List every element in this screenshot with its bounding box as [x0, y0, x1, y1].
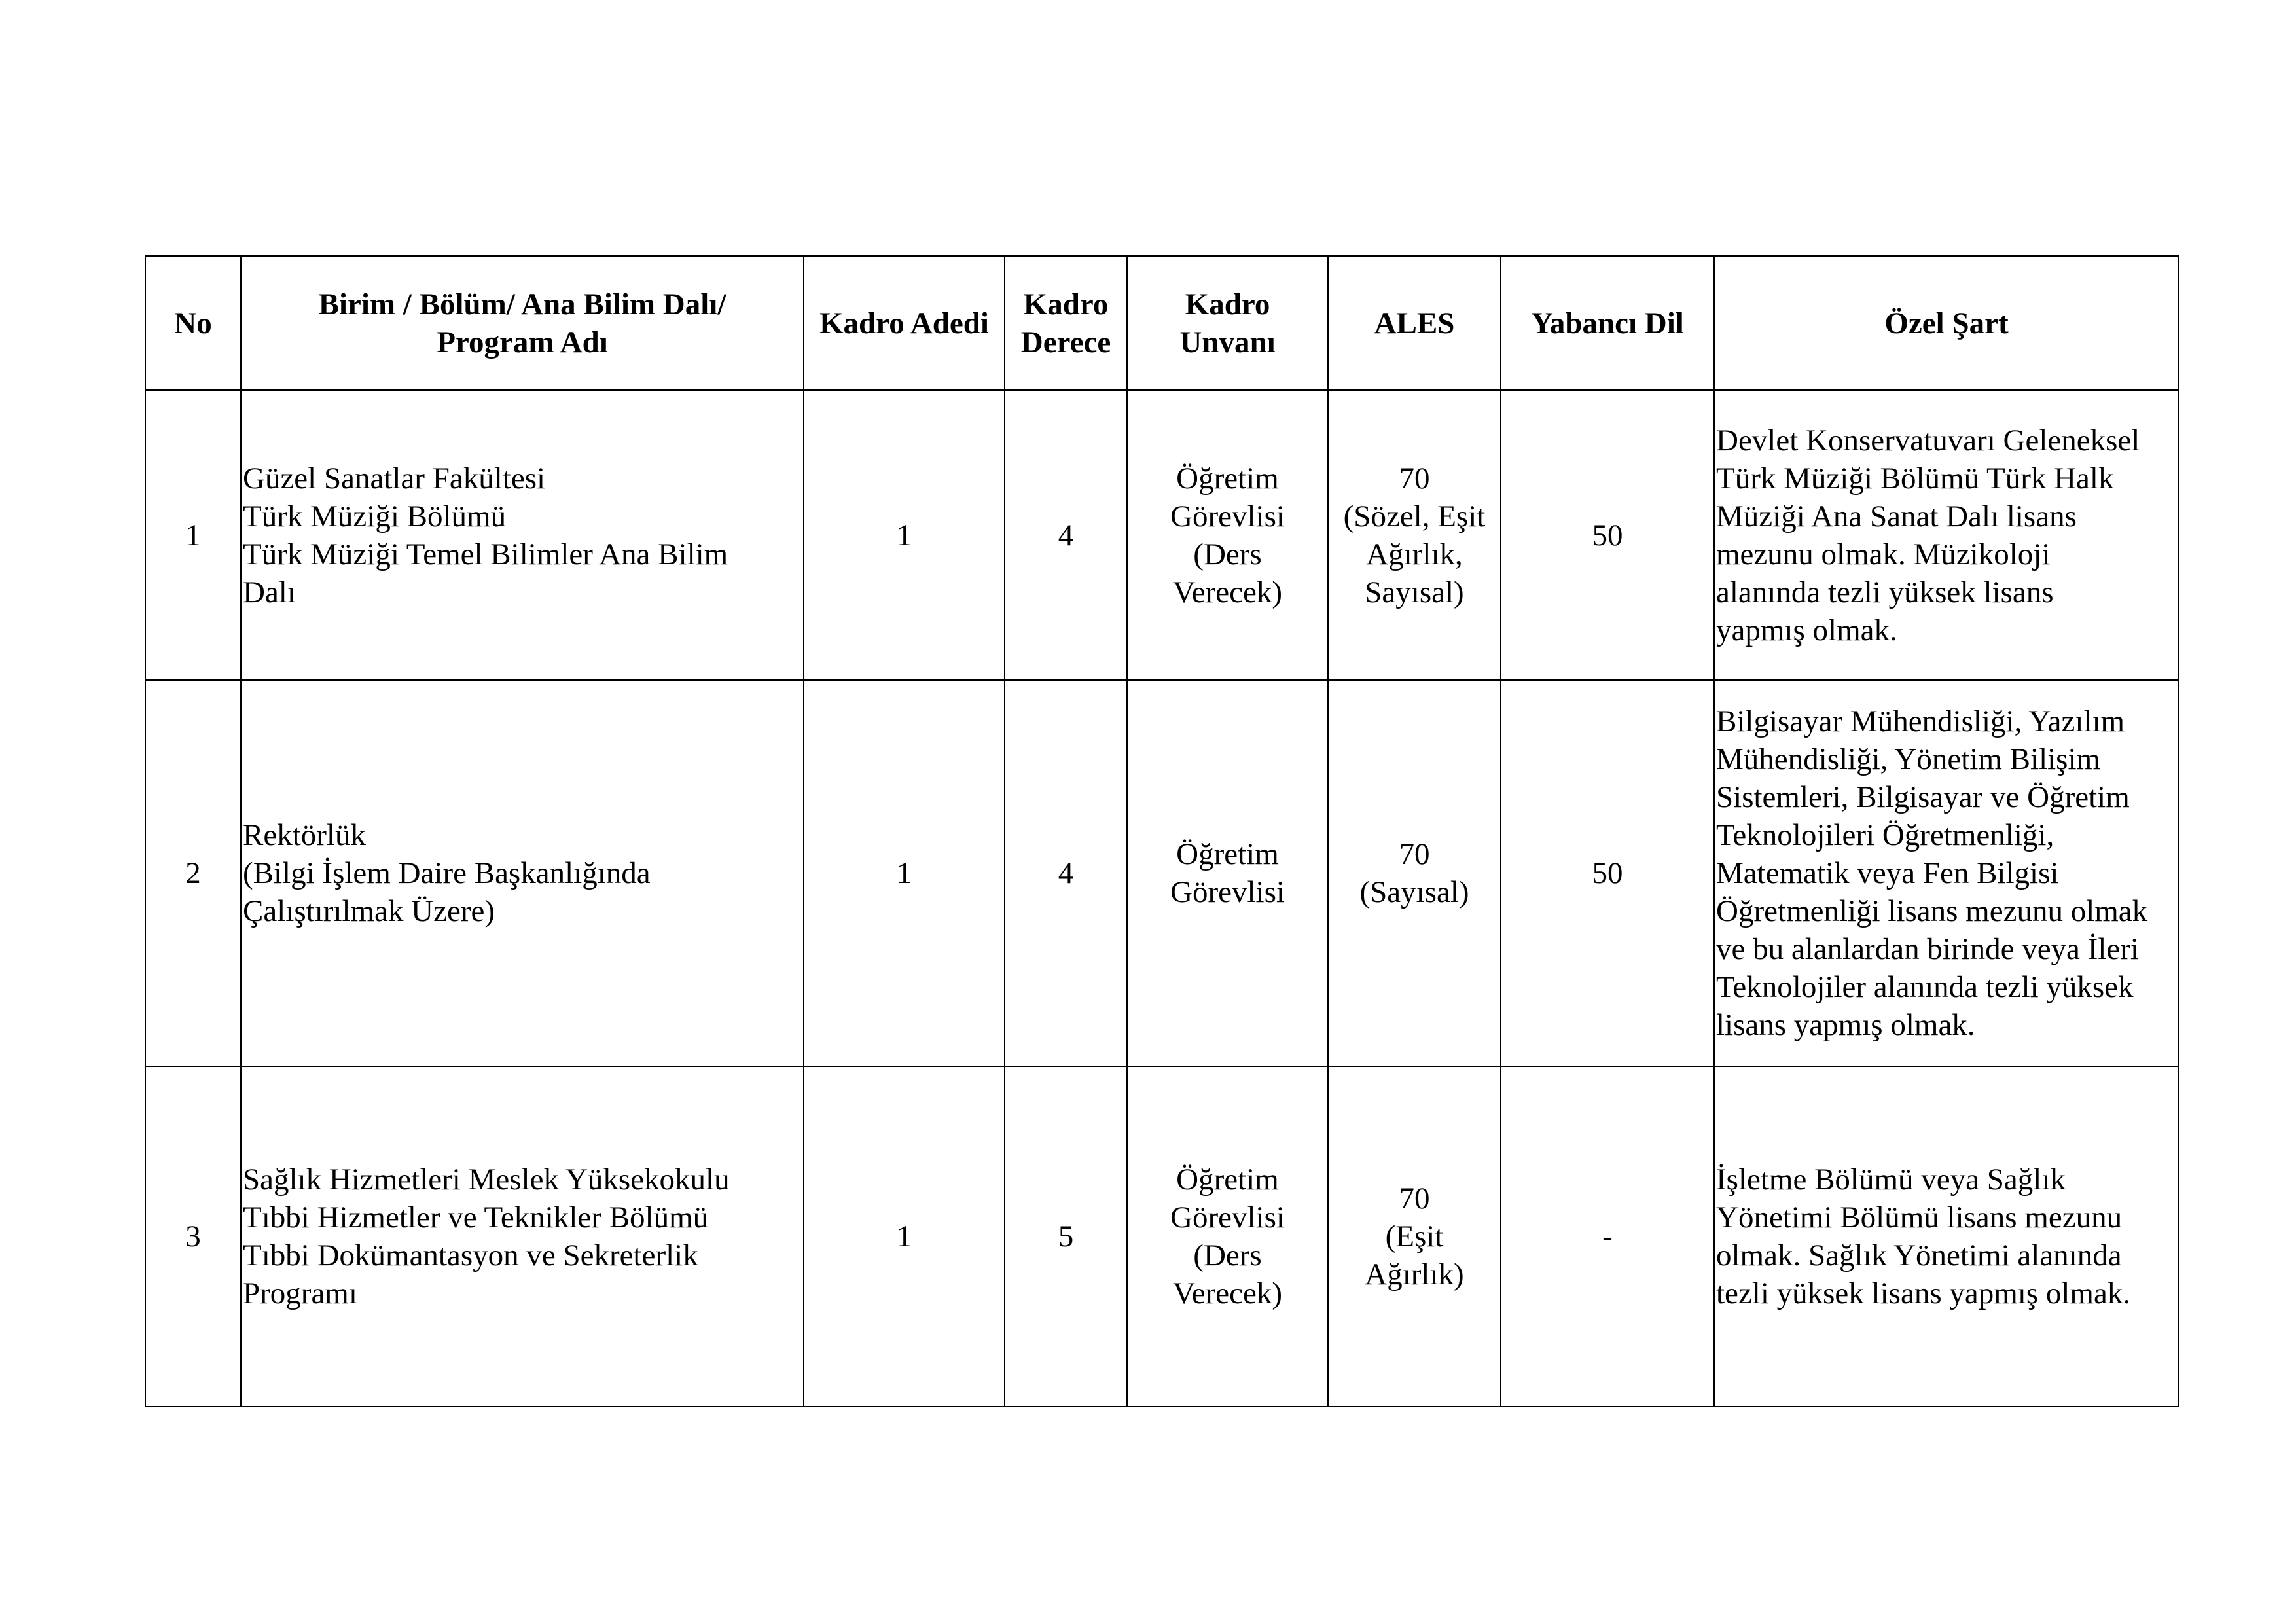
cell-language: -	[1501, 1066, 1714, 1407]
table-header-row	[145, 256, 2179, 390]
cell-degree: 5	[1005, 1066, 1127, 1407]
cell-degree: 4	[1005, 390, 1127, 680]
cell-special: Devlet Konservatuvarı Geleneksel Türk Müziği Bölümü Türk Halk Müziği Ana Sanat Dalı lisans mezunu olmak. Müzikoloji alanında tezli yüksek lisans yapmış olmak.	[1714, 390, 2179, 680]
cell-count: 1	[804, 390, 1005, 680]
staff-positions-table	[145, 255, 2179, 1407]
cell-language: 50	[1501, 390, 1714, 680]
cell-title: Öğretim Görevlisi (Ders Verecek)	[1127, 390, 1328, 680]
cell-title: Öğretim Görevlisi (Ders Verecek)	[1127, 1066, 1328, 1407]
cell-ales: 70 (Eşit Ağırlık)	[1328, 1066, 1501, 1407]
cell-count: 1	[804, 1066, 1005, 1407]
cell-unit: Güzel Sanatlar Fakültesi Türk Müziği Bölümü Türk Müziği Temel Bilimler Ana Bilim Dalı	[241, 390, 804, 680]
header-unit: Birim / Bölüm/ Ana Bilim Dalı/ Program Adı	[241, 256, 804, 390]
header-language: Yabancı Dil	[1501, 256, 1714, 390]
cell-unit: Sağlık Hizmetleri Meslek Yüksekokulu Tıbbi Hizmetler ve Teknikler Bölümü Tıbbi Dokümantasyon ve Sekreterlik Programı	[241, 1066, 804, 1407]
cell-special: Bilgisayar Mühendisliği, Yazılım Mühendisliği, Yönetim Bilişim Sistemleri, Bilgisayar ve Öğretim Teknolojileri Öğretmenliği, Matematik veya Fen Bilgisi Öğretmenliği lisans mezunu olmak ve bu alanlardan birinde veya İleri Teknolojiler alanında tezli yüksek lisans yapmış olmak.	[1714, 680, 2179, 1066]
table-row	[145, 680, 2179, 1066]
header-degree: Kadro Derece	[1005, 256, 1127, 390]
header-special: Özel Şart	[1714, 256, 2179, 390]
cell-special: İşletme Bölümü veya Sağlık Yönetimi Bölümü lisans mezunu olmak. Sağlık Yönetimi alanında tezli yüksek lisans yapmış olmak.	[1714, 1066, 2179, 1407]
header-count: Kadro Adedi	[804, 256, 1005, 390]
header-title: Kadro Unvanı	[1127, 256, 1328, 390]
table-row	[145, 1066, 2179, 1407]
cell-no: 1	[145, 390, 241, 680]
header-no: No	[145, 256, 241, 390]
cell-title: Öğretim Görevlisi	[1127, 680, 1328, 1066]
cell-ales: 70 (Sözel, Eşit Ağırlık, Sayısal)	[1328, 390, 1501, 680]
cell-no: 2	[145, 680, 241, 1066]
cell-unit: Rektörlük (Bilgi İşlem Daire Başkanlığında Çalıştırılmak Üzere)	[241, 680, 804, 1066]
cell-count: 1	[804, 680, 1005, 1066]
cell-ales: 70 (Sayısal)	[1328, 680, 1501, 1066]
header-ales: ALES	[1328, 256, 1501, 390]
cell-language: 50	[1501, 680, 1714, 1066]
cell-no: 3	[145, 1066, 241, 1407]
table-row	[145, 390, 2179, 680]
cell-degree: 4	[1005, 680, 1127, 1066]
